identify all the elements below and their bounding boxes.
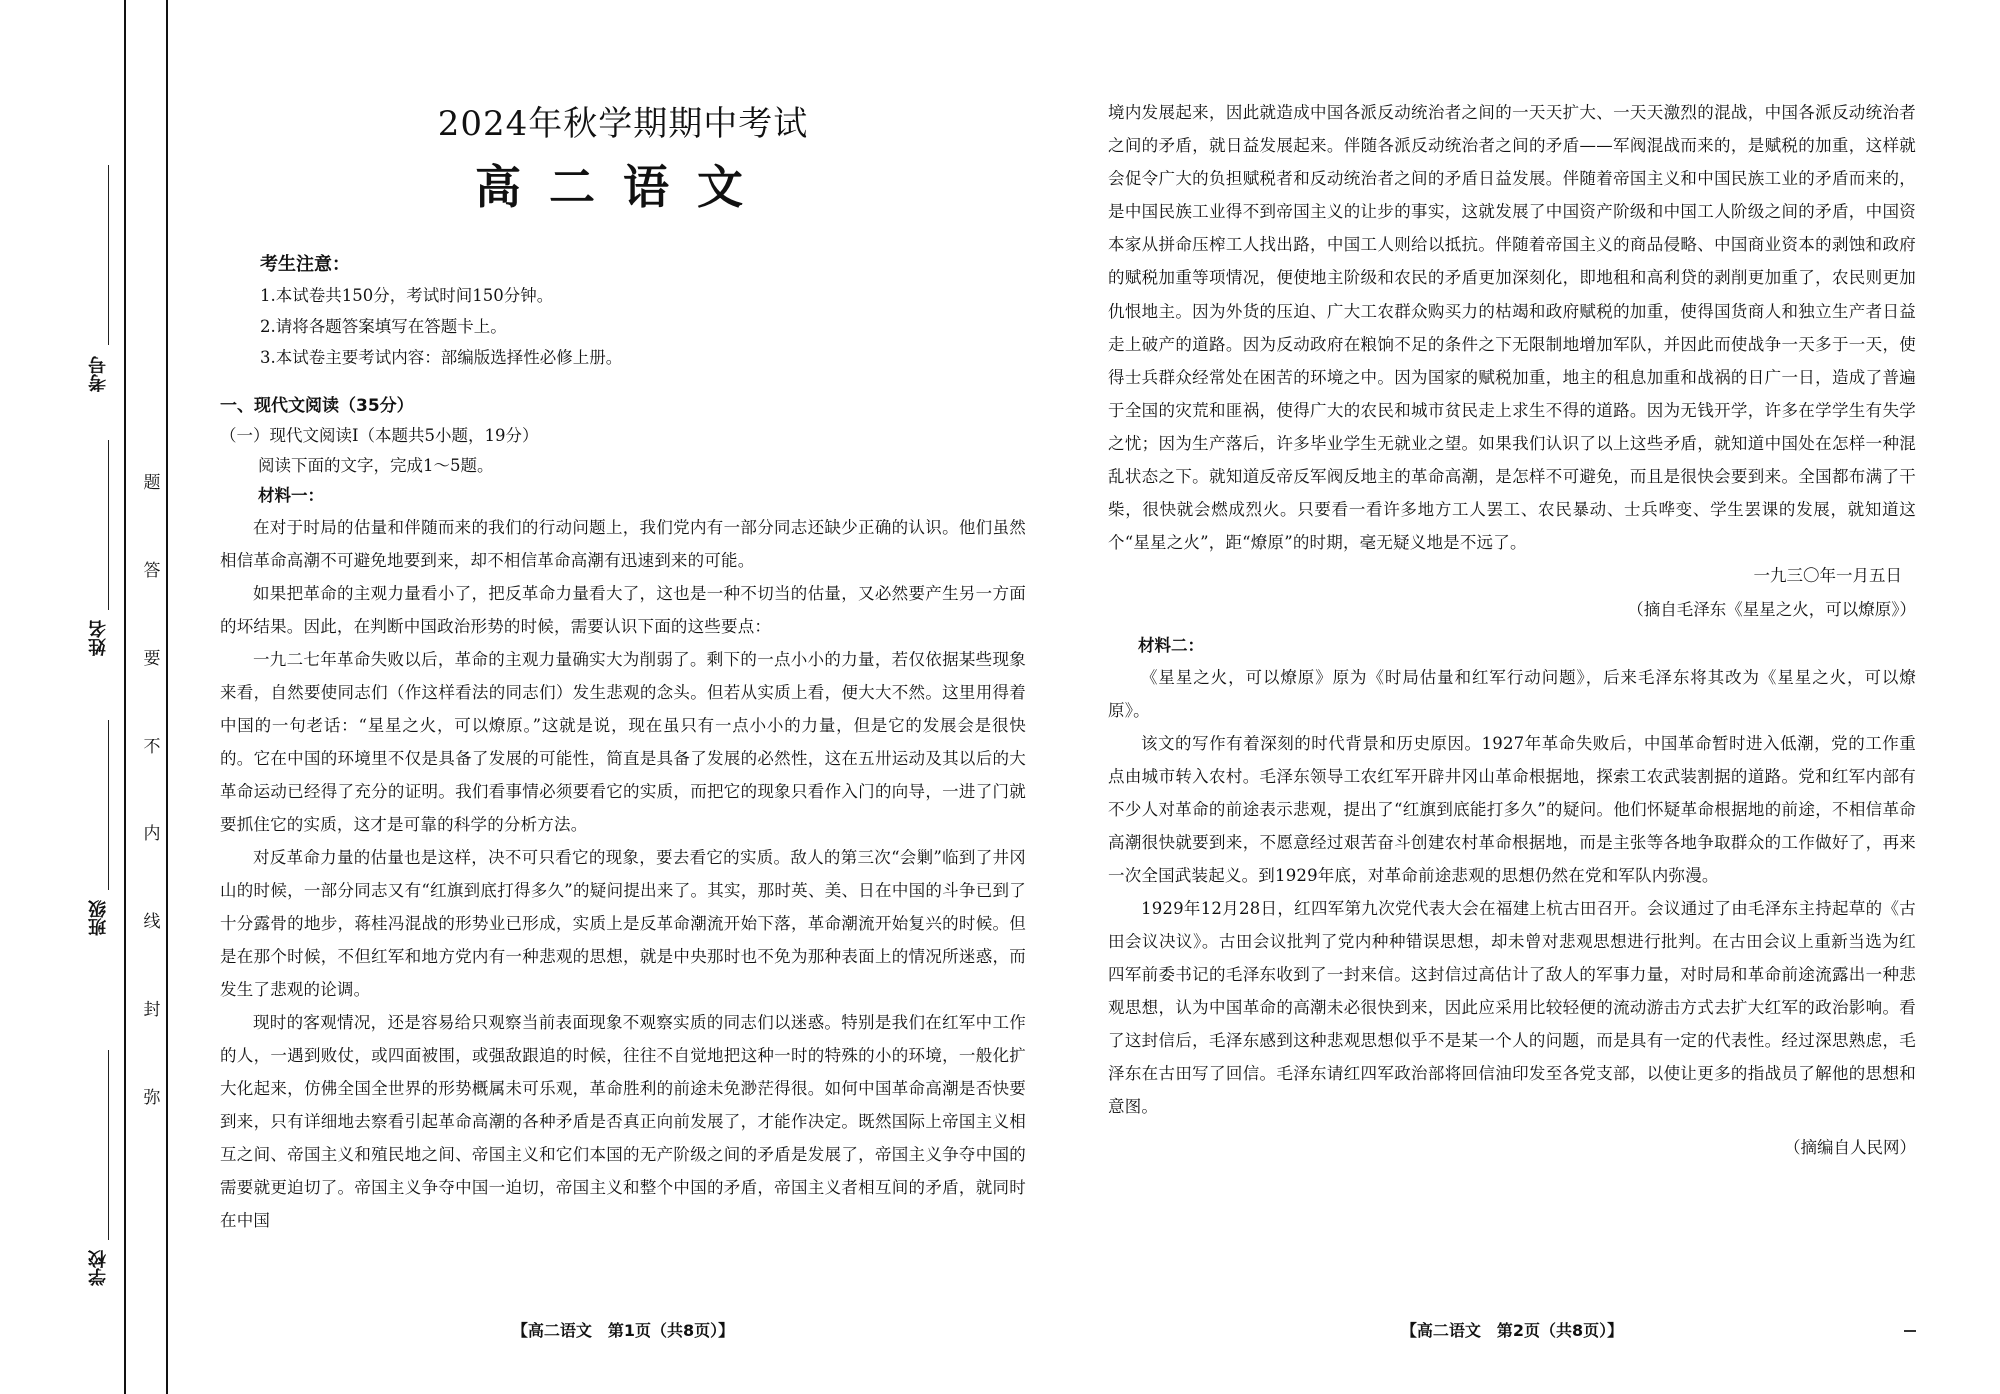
binding-margin xyxy=(0,0,175,1394)
sub-heading: （一）现代文阅读Ⅰ（本题共5小题，19分） xyxy=(220,426,539,445)
paragraph: 1929年12月28日，红四军第九次党代表大会在福建上杭古田召开。会议通过了由毛泽东主持起草的《古田会议决议》。古田会议批判了党内种种错误思想，却未曾对悲观思想进行批判。在古田会议上重新当选为红四军前委书记的毛泽东收到了一封来信。这封信过高估计了敌人的军事力量，对时局和革命前途流露出一种悲观思想，认为中国革命的高潮未必很快到来，因此应采用比较轻便的流动游击方式去扩大红军的政治影响。看了这封信后，毛泽东感到这种悲观思想似乎不是某一个人的问题，而是具有一定的代表性。经过深思熟虑，毛泽东在古田写了回信。毛泽东请红四军政治部将回信油印发至各党支部，以使让更多的指战员了解他的思想和意图。 xyxy=(1108,899,1916,1117)
exam-page-2 xyxy=(1108,0,1916,1394)
notice-item: 1.本试卷共150分，考试时间150分钟。 xyxy=(260,286,554,305)
continued-paragraph: 境内发展起来，因此就造成中国各派反动统治者之间的一天天扩大、一天天激烈的混战，中国各派反动统治者之间的矛盾，就日益发展起来。伴随各派反动统治者之间的矛盾——军阀混战而来的，是赋税的加重，这样就会促令广大的负担赋税者和反动统治者之间的矛盾日益发展。伴随着帝国主义和中国民族工业的矛盾而来的，是中国民族工业得不到帝国主义的让步的事实，这就发展了中国资产阶级和中国工人阶级之间的矛盾，中国资本家从拼命压榨工人找出路，中国工人则给以抵抗。伴随着帝国主义的商品侵略、中国商业资本的剥蚀和政府的赋税加重等项情况，便使地主阶级和农民的矛盾更加深刻化，即地租和高利贷的剥削更加重了，农民则更加仇恨地主。因为外货的压迫、广大工农群众购买力的枯竭和政府赋税的加重，使得国货商人和独立生产者日益走上破产的道路。因为反动政府在粮饷不足的条件之下无限制地增加军队，并因此而使战争一天多于一天，使得士兵群众经常处在困苦的环境之中。因为国家的赋税加重，地主的租息加重和战祸的日广一日，造成了普遍于全国的灾荒和匪祸，使得广大的农民和城市贫民走上求生不得的道路。因为无钱开学，许多在学学生有失学之忧；因为生产落后，许多毕业学生无就业之望。如果我们认识了以上这些矛盾，就知道中国处在怎样一种混乱状态之下。就知道反帝反军阀反地主的革命高潮，是怎样不可避免，而且是很快会要到来。全国都布满了干柴，很快就会燃成烈火。只要看一看许多地方工人罢工、农民暴动、士兵哗变、学生罢课的发展，就知道这个“星星之火”，距“燎原”的时期，毫无疑义地是不远了。 xyxy=(1108,103,1916,553)
name-field[interactable] xyxy=(108,440,109,610)
school-label: 学校 xyxy=(88,1250,109,1286)
paragraph: 如果把革命的主观力量看小了，把反革命力量看大了，这也是一种不切当的估量，又必然要产生另一方面的坏结果。因此，在判断中国政治形势的时候，需要认识下面的这些要点： xyxy=(220,584,1026,636)
candidate-notice xyxy=(220,249,1026,373)
name-label: 姓名 xyxy=(88,620,109,656)
seal-char: 题 xyxy=(143,473,161,493)
source-citation: （摘自毛泽东《星星之火，可以燎原》） xyxy=(1627,600,1916,620)
page-footer: 【高二语文 第2页（共8页）】 xyxy=(1400,1321,1624,1340)
seal-char: 线 xyxy=(143,912,161,933)
date-line: 一九三〇年一月五日 xyxy=(1753,566,1902,586)
source-citation: （摘编自人民网） xyxy=(1784,1138,1916,1158)
exam-no-label: 考号 xyxy=(88,356,109,392)
reading-instruction: 阅读下面的文字，完成1～5题。 xyxy=(258,456,494,475)
seal-char: 不 xyxy=(143,736,161,757)
class-field[interactable] xyxy=(108,720,109,890)
subject-title: 高二语文 xyxy=(475,160,771,214)
section-heading: 一、现代文阅读（35分） xyxy=(220,396,414,416)
school-field[interactable] xyxy=(108,1050,109,1240)
paragraph: 一九二七年革命失败以后，革命的主观力量确实大为削弱了。剩下的一点小小的力量，若仅依据某些现象来看，自然要使同志们（作这样看法的同志们）发生悲观的念头。但若从实质上看，便大大不然。这里用得着中国的一句老话：“星星之火，可以燎原。”这就是说，现在虽只有一点小小的力量，但是它的发展会是很快的。它在中国的环境里不仅是具备了发展的可能性，简直是具备了发展的必然性，这在五卅运动及其以后的大革命运动已经得了充分的证明。我们看事情必须要看它的实质，而把它的现象只看作入门的向导，一进了门就要抓住它的实质，这才是可靠的科学的分析方法。 xyxy=(220,650,1026,834)
notice-item: 2.请将各题答案填写在答题卡上。 xyxy=(260,317,507,336)
paragraph: 《星星之火，可以燎原》原为《时局估量和红军行动问题》，后来毛泽东将其改为《星星之火，可以燎原》。 xyxy=(1108,668,1916,721)
page-footer: 【高二语文 第1页（共8页）】 xyxy=(511,1321,735,1340)
exam-page-1 xyxy=(220,0,1026,1394)
paragraph: 该文的写作有着深刻的时代背景和历史原因。1927年革命失败后，中国革命暂时进入低潮，党的工作重点由城市转入农村。毛泽东领导工农红军开辟井冈山革命根据地，探索工农武装割据的道路。党和红军内部有不少人对革命的前途表示悲观，提出了“红旗到底能打多久”的疑问。他们怀疑革命根据地的前途，不相信革命高潮很快就要到来，不愿意经过艰苦奋斗创建农村革命根据地，而是主张等各地争取群众的工作做好了，再来一次全国武装起义。到1929年底，对革命前途悲观的思想仍然在党和军队内弥漫。 xyxy=(1108,734,1916,886)
exam-title: 2024年秋学期期中考试 xyxy=(437,104,809,144)
paragraph: 对反革命力量的估量也是这样，决不可只看它的现象，要去看它的实质。敌人的第三次“会剿”临到了井冈山的时候，一部分同志又有“红旗到底打得多久”的疑问提出来了。其实，那时英、美、日在中国的斗争已到了十分露骨的地步，蒋桂冯混战的形势业已形成，实质上是反革命潮流开始下落，革命潮流开始复兴的时候。但是在那个时候，不但红军和地方党内有一种悲观的思想，就是中央那时也不免为那种表面上的情况所迷惑，而发生了悲观的论调。 xyxy=(220,848,1026,999)
notice-heading: 考生注意： xyxy=(260,254,350,275)
seal-char: 弥 xyxy=(143,1087,161,1108)
material-one-label: 材料一： xyxy=(258,486,324,505)
seal-char: 要 xyxy=(143,648,161,669)
margin-line-outer xyxy=(124,0,126,1394)
seal-char: 封 xyxy=(143,1000,161,1021)
paragraph: 在对于时局的估量和伴随而来的我们的行动问题上，我们党内有一部分同志还缺少正确的认识。他们虽然相信革命高潮不可避免地要到来，却不相信革命高潮有迅速到来的可能。 xyxy=(220,518,1026,570)
seal-line-notice xyxy=(137,468,167,1108)
seal-char: 答 xyxy=(143,560,161,581)
class-label: 班级 xyxy=(88,900,109,936)
exam-no-field[interactable] xyxy=(108,165,109,345)
corner-mark xyxy=(1904,1330,1916,1332)
notice-item: 3.本试卷主要考试内容：部编版选择性必修上册。 xyxy=(260,348,623,367)
material-two-label: 材料二： xyxy=(1138,636,1204,656)
seal-char: 内 xyxy=(143,824,161,845)
paragraph: 现时的客观情况，还是容易给只观察当前表面现象不观察实质的同志们以迷惑。特别是我们在红军中工作的人，一遇到败仗，或四面被围，或强敌跟追的时候，往往不自觉地把这种一时的特殊的小的环境，一般化扩大化起来，仿佛全国全世界的形势概属未可乐观，革命胜利的前途未免渺茫得很。如何中国革命高潮是否快要到来，只有详细地去察看引起革命高潮的各种矛盾是否真正向前发展了，才能作决定。既然国际上帝国主义相互之间、帝国主义和殖民地之间、帝国主义和它们本国的无产阶级之间的矛盾是发展了，帝国主义争夺中国的需要就更迫切了。帝国主义争夺中国一迫切，帝国主义和整个中国的矛盾，帝国主义者相互间的矛盾，就同时在中国 xyxy=(220,1013,1026,1230)
